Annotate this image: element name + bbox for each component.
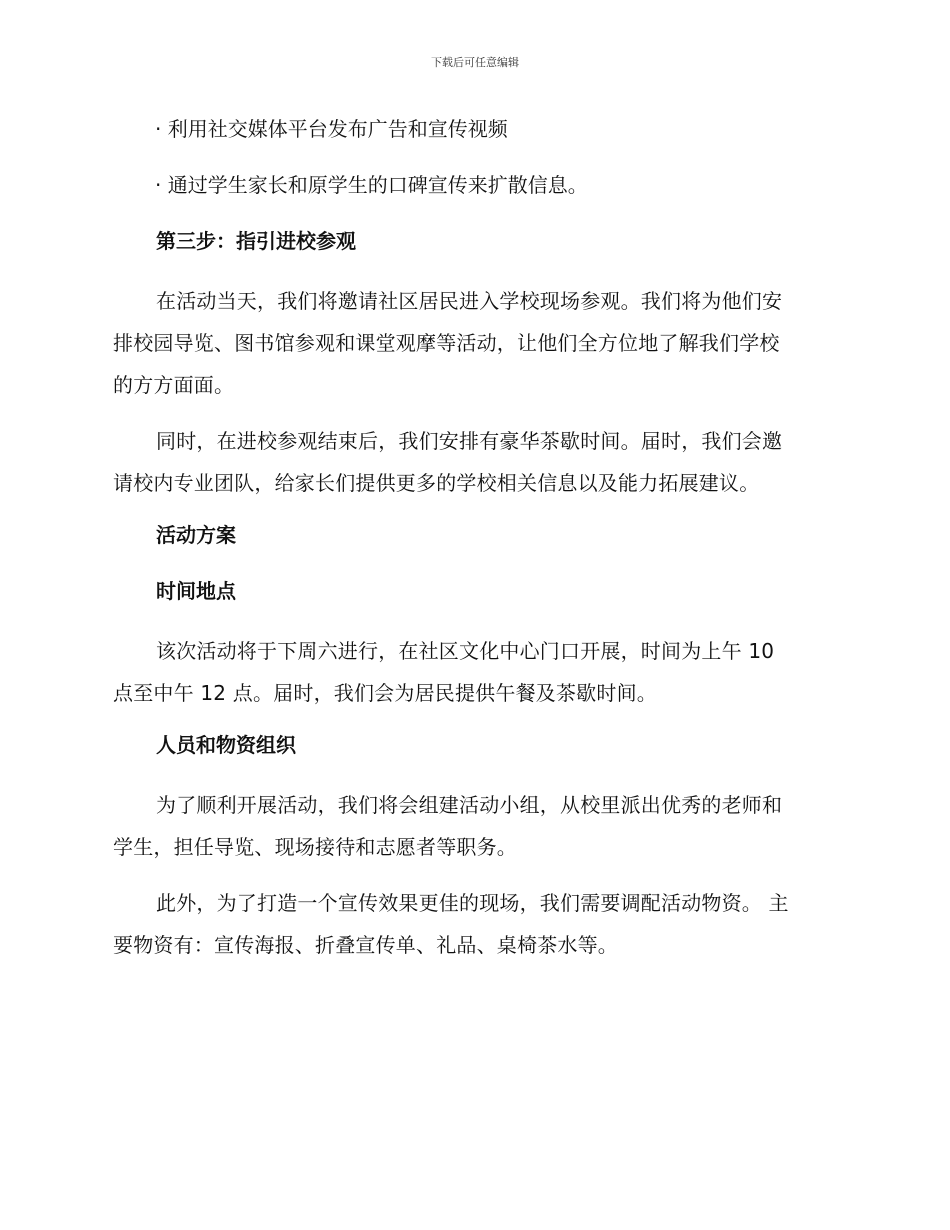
- step3-paragraph-1: [113, 280, 838, 406]
- text-line: 请校内专业团队，给家长们提供更多的学校相关信息以及能力拓展建议。: [113, 471, 760, 495]
- text-line: 点至中午 12 点。届时，我们会为居民提供午餐及茶歇时间。: [113, 681, 657, 705]
- bullet-social-media: · 利用社交媒体平台发布广告和宣传视频: [155, 117, 508, 141]
- text-line: 同时，在进校参观结束后，我们安排有豪华茶歇时间。届时，我们会邀: [156, 429, 783, 453]
- text-line: 在活动当天，我们将邀请社区居民进入学校现场参观。我们将为他们安: [156, 289, 783, 313]
- text-line: 该次活动将于下周六进行，在社区文化中心门口开展，时间为上午 10: [156, 639, 775, 663]
- text-line: 为了顺利开展活动，我们将会组建活动小组，从校里派出优秀的老师和: [156, 793, 783, 817]
- staff-paragraph-2: [113, 882, 838, 966]
- time-place-heading: 时间地点: [156, 579, 236, 603]
- text-line: 的方方面面。: [113, 373, 235, 397]
- plan-heading: 活动方案: [156, 523, 236, 547]
- step3-heading: 第三步：指引进校参观: [156, 229, 356, 253]
- text-line: 要物资有：宣传海报、折叠宣传单、礼品、桌椅茶水等。: [113, 933, 618, 957]
- time-place-paragraph: [113, 630, 838, 714]
- staff-paragraph-1: [113, 784, 838, 868]
- step3-paragraph-2: [113, 420, 838, 504]
- text-line: 此外，为了打造一个宣传效果更佳的现场，我们需要调配活动物资。 主: [156, 891, 789, 915]
- text-line: 学生，担任导览、现场接待和志愿者等职务。: [113, 835, 517, 859]
- text-line: 排校园导览、图书馆参观和课堂观摩等活动，让他们全方位地了解我们学校: [113, 331, 780, 355]
- document-body: [113, 112, 838, 980]
- bullet-word-of-mouth: · 通过学生家长和原学生的口碑宣传来扩散信息。: [155, 173, 588, 197]
- page-header-note: 下载后可任意编辑: [431, 56, 519, 69]
- staff-materials-heading: 人员和物资组织: [156, 733, 296, 757]
